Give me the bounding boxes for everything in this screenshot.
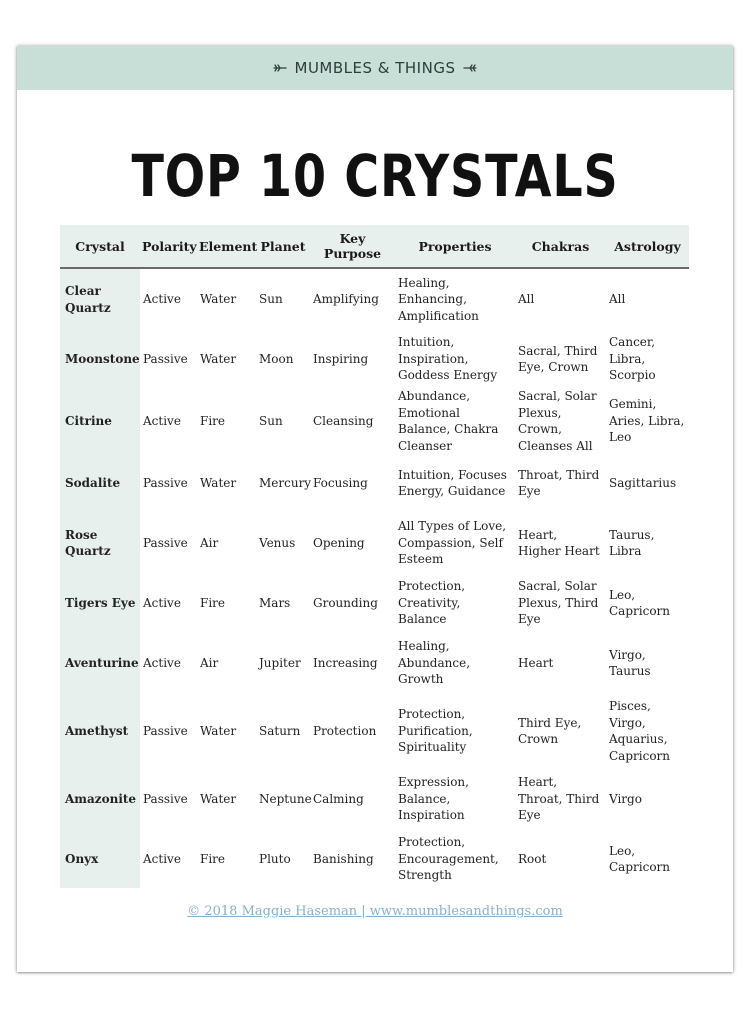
table-row xyxy=(60,388,689,454)
properties-cell: Protection, Encouragement, Strength xyxy=(398,835,499,883)
table-row xyxy=(60,268,689,330)
table-row xyxy=(60,830,689,888)
chakras-cell: Sacral, Solar Plexus, Third Eye xyxy=(518,579,599,627)
table-row xyxy=(60,574,689,632)
chakras-cell: Sacral, Third Eye, Crown xyxy=(518,343,598,374)
key-purpose-cell: Grounding xyxy=(313,595,378,610)
element-cell: Water xyxy=(200,791,237,806)
key-purpose-cell: Inspiring xyxy=(313,351,369,366)
crystal-cell: Moonstone xyxy=(60,330,140,388)
document-page xyxy=(17,46,733,972)
table-row xyxy=(60,330,689,388)
properties-cell: Healing, Enhancing, Amplification xyxy=(398,275,479,323)
chakras-cell: All xyxy=(518,292,535,307)
crystal-cell: Amethyst xyxy=(60,694,140,768)
column-header: Polarity xyxy=(140,225,197,268)
column-header: Key Purpose xyxy=(310,225,395,268)
properties-cell: Intuition, Inspiration, Goddess Energy xyxy=(398,335,498,383)
element-cell: Water xyxy=(200,351,237,366)
astrology-cell: Virgo, Taurus xyxy=(609,647,651,678)
properties-cell: All Types of Love, Compassion, Self Esteem xyxy=(398,519,507,567)
column-header: Element xyxy=(197,225,256,268)
chakras-cell: Third Eye, Crown xyxy=(518,715,582,746)
element-cell: Fire xyxy=(200,413,226,428)
planet-cell: Jupiter xyxy=(259,655,301,670)
polarity-cell: Passive xyxy=(143,351,188,366)
crystal-cell: Amazonite xyxy=(60,768,140,830)
polarity-cell: Active xyxy=(143,595,181,610)
table-row xyxy=(60,512,689,574)
properties-cell: Expression, Balance, Inspiration xyxy=(398,775,469,823)
planet-cell: Venus xyxy=(259,535,296,550)
key-purpose-cell: Banishing xyxy=(313,851,374,866)
brand-logo xyxy=(273,59,478,77)
planet-cell: Saturn xyxy=(259,723,301,738)
brand-banner xyxy=(17,46,733,90)
crystal-cell: Rose Quartz xyxy=(60,512,140,574)
polarity-cell: Passive xyxy=(143,475,188,490)
element-cell: Water xyxy=(200,475,237,490)
key-purpose-cell: Opening xyxy=(313,535,365,550)
chakras-cell: Root xyxy=(518,851,547,866)
crystals-table xyxy=(60,225,689,888)
properties-cell: Protection, Purification, Spirituality xyxy=(398,707,473,755)
polarity-cell: Active xyxy=(143,413,181,428)
properties-cell: Abundance, Emotional Balance, Chakra Cleanser xyxy=(398,389,499,453)
planet-cell: Sun xyxy=(259,413,283,428)
element-cell: Air xyxy=(200,535,219,550)
astrology-cell: Leo, Capricorn xyxy=(609,843,671,874)
key-purpose-cell: Focusing xyxy=(313,475,368,490)
crystal-cell: Clear Quartz xyxy=(60,268,140,330)
element-cell: Water xyxy=(200,292,237,307)
key-purpose-cell: Increasing xyxy=(313,655,378,670)
key-purpose-cell: Amplifying xyxy=(313,292,379,307)
properties-cell: Healing, Abundance, Growth xyxy=(398,639,471,687)
astrology-cell: Cancer, Libra, Scorpio xyxy=(609,335,656,383)
table-row xyxy=(60,768,689,830)
page-title: TOP 10 CRYSTALS xyxy=(131,142,619,210)
table-row xyxy=(60,694,689,768)
chakras-cell: Heart, Higher Heart xyxy=(518,527,600,558)
element-cell: Air xyxy=(200,655,219,670)
key-purpose-cell: Calming xyxy=(313,791,364,806)
table-row xyxy=(60,454,689,512)
properties-cell: Intuition, Focuses Energy, Guidance xyxy=(398,467,507,498)
polarity-cell: Passive xyxy=(143,535,188,550)
crystal-cell: Citrine xyxy=(60,388,140,454)
chakras-cell: Heart, Throat, Third Eye xyxy=(518,775,600,823)
planet-cell: Sun xyxy=(259,292,283,307)
polarity-cell: Active xyxy=(143,655,181,670)
sprig-right-icon xyxy=(463,61,477,75)
crystal-cell: Tigers Eye xyxy=(60,574,140,632)
element-cell: Water xyxy=(200,723,237,738)
planet-cell: Moon xyxy=(259,351,294,366)
astrology-cell: Taurus, Libra xyxy=(609,527,655,558)
chakras-cell: Heart xyxy=(518,655,554,670)
astrology-cell: Gemini, Aries, Libra, Leo xyxy=(609,397,685,445)
planet-cell: Mars xyxy=(259,595,291,610)
astrology-cell: Leo, Capricorn xyxy=(609,587,671,618)
column-header: Astrology xyxy=(606,225,689,268)
astrology-cell: Sagittarius xyxy=(609,475,677,490)
polarity-cell: Passive xyxy=(143,791,188,806)
polarity-cell: Active xyxy=(143,292,181,307)
properties-cell: Protection, Creativity, Balance xyxy=(398,579,466,627)
chakras-cell: Throat, Third Eye xyxy=(518,467,600,498)
chakras-cell: Sacral, Solar Plexus, Crown, Cleanses All xyxy=(518,389,597,453)
sprig-left-icon xyxy=(273,61,287,75)
crystal-cell: Onyx xyxy=(60,830,140,888)
key-purpose-cell: Cleansing xyxy=(313,413,374,428)
polarity-cell: Active xyxy=(143,851,181,866)
element-cell: Fire xyxy=(200,851,226,866)
copyright-link[interactable]: © 2018 Maggie Haseman | www.mumblesandthings.com xyxy=(187,904,563,919)
column-header: Chakras xyxy=(515,225,606,268)
column-header: Properties xyxy=(395,225,515,268)
table-row xyxy=(60,632,689,694)
polarity-cell: Passive xyxy=(143,723,188,738)
table-header-row xyxy=(60,225,689,268)
astrology-cell: Virgo xyxy=(609,791,642,806)
planet-cell: Mercury xyxy=(259,475,312,490)
astrology-cell: All xyxy=(609,292,626,307)
brand-name: MUMBLES & THINGS xyxy=(294,59,456,77)
column-header: Crystal xyxy=(60,225,140,268)
planet-cell: Neptune xyxy=(259,791,312,806)
crystal-cell: Aventurine xyxy=(60,632,140,694)
element-cell: Fire xyxy=(200,595,226,610)
astrology-cell: Pisces, Virgo, Aquarius, Capricorn xyxy=(609,699,671,763)
crystal-cell: Sodalite xyxy=(60,454,140,512)
planet-cell: Pluto xyxy=(259,851,291,866)
column-header: Planet xyxy=(256,225,310,268)
key-purpose-cell: Protection xyxy=(313,723,377,738)
